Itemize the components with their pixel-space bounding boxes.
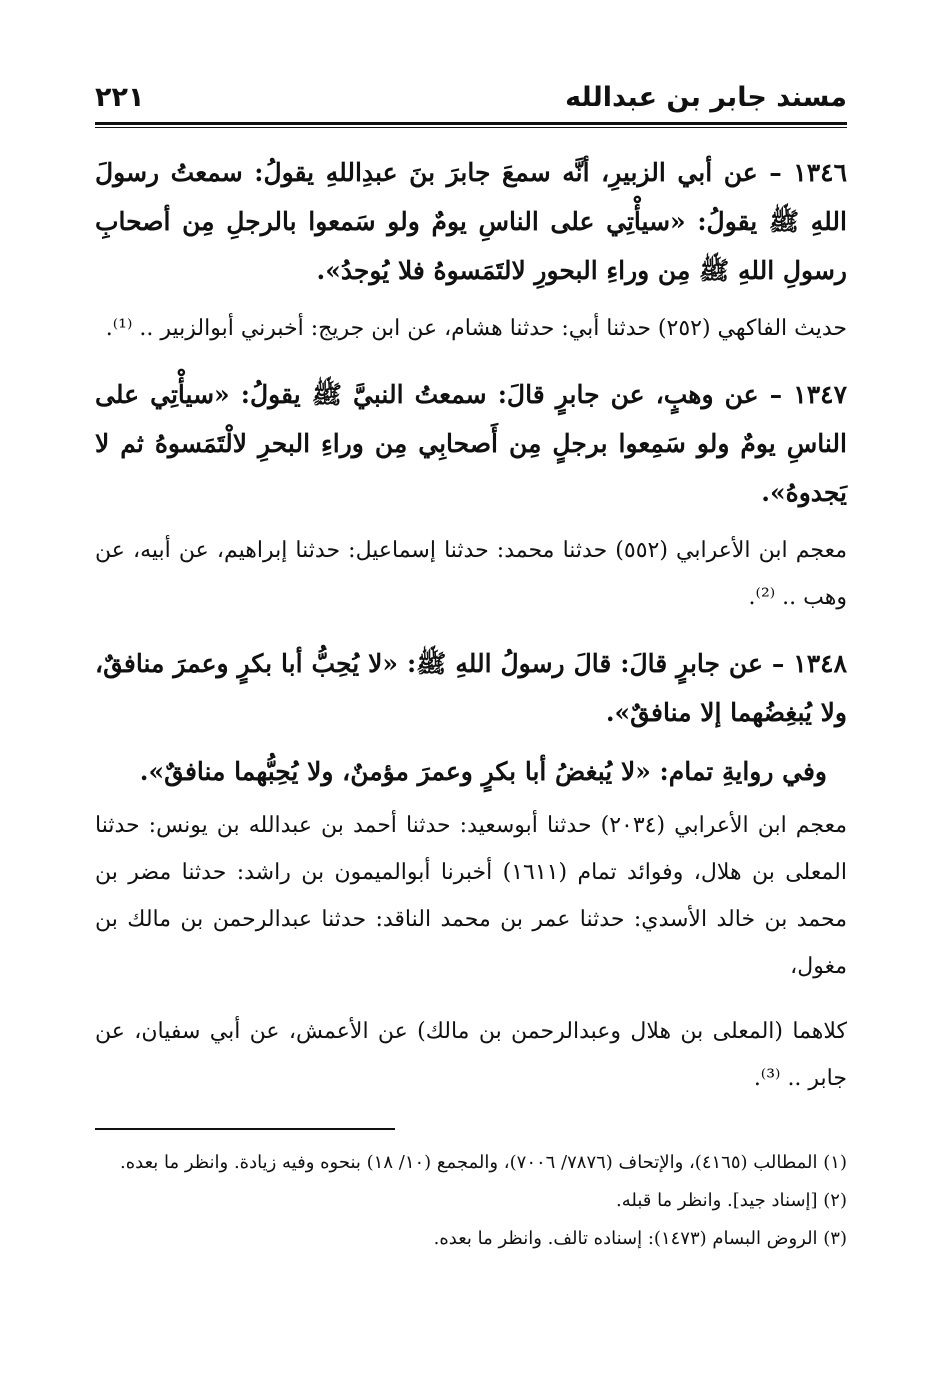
footnote-2: (٢) [إسناد جيد]. وانظر ما قبله. — [615, 1190, 847, 1211]
hadith-1346: ١٣٤٦ – عن أبي الزبيرِ، أنَّه سمعَ جابرَ بنَ عبدِاللهِ يقولُ: سمعتُ رسولَ اللهِ ﷺ يقولُ: «سيأْتِي على الناسِ يومٌ ولو سَمعوا بالرجلِ مِن أصحابِ رسولِ اللهِ ﷺ مِن وراءِ البحورِ لالتَمَسوهُ فلا يُوجدُ». — [95, 158, 847, 285]
source-1348: معجم ابن الأعرابي (٢٠٣٤) حدثنا أبوسعيد: حدثنا أحمد بن عبدالله بن يونس: حدثنا المعلى بن هلال، وفوائد تمام (١٦١١) أخبرنا أبوالميمون بن راشد: حدثنا مضر بن محمد بن خالد الأسدي: حدثنا عمر بن محمد الناقد: حدثنا عبدالرحمن بن مالك بن مغول، — [95, 813, 847, 979]
source-1348-combined: كلاهما (المعلى بن هلال وعبدالرحمن بن مالك) عن الأعمش، عن أبي سفيان، عن جابر .. ⁽³⁾. — [95, 1019, 847, 1091]
source-1347: معجم ابن الأعرابي (٥٥٢) حدثنا محمد: حدثنا إسماعيل: حدثنا إبراهيم، عن أبيه، عن وهب .. ⁽²⁾. — [95, 538, 847, 610]
page — [95, 80, 847, 1258]
running-head-title: مسند جابر بن عبدالله — [565, 82, 847, 113]
hadith-1348: ١٣٤٨ – عن جابرٍ قالَ: قالَ رسولُ اللهِ ﷺ: «لا يُحِبُّ أبا بكرٍ وعمرَ منافقٌ، ولا يُبغِضُهما إلا منافقٌ». — [95, 649, 847, 727]
source-1346: حديث الفاكهي (٢٥٢) حدثنا أبي: حدثنا هشام، عن ابن جريج: أخبرني أبوالزبير .. ⁽¹⁾. — [105, 316, 847, 341]
running-head — [95, 80, 847, 120]
hadith-1347: ١٣٤٧ – عن وهبٍ، عن جابرٍ قالَ: سمعتُ النبيَّ ﷺ يقولُ: «سيأْتِي على الناسِ يومٌ ولو سَمِعوا برجلٍ مِن أَصحابِي مِن وراءِ البحرِ لالْتَمَسوهُ ثم لا يَجدوهُ». — [95, 380, 847, 507]
riwaya-tamam: وفي روايةِ تمام: «لا يُبغضُ أبا بكرٍ وعمرَ مؤمنٌ، ولا يُحِبُّهما منافقٌ». — [139, 757, 827, 786]
footnote-separator — [95, 1128, 395, 1130]
page-body — [95, 120, 847, 1258]
header-rule — [95, 122, 847, 125]
footnote-1: (١) المطالب (٤١٦٥)، والإتحاف (٧٨٧٦/ ٧٠٠٦)، والمجمع (١٠/ ١٨) بنحوه وفيه زيادة. وانظر ما بعده. — [119, 1152, 847, 1173]
page-number: ٢٢١ — [95, 82, 145, 113]
header-rule-thin — [95, 127, 847, 128]
footnote-3: (٣) الروض البسام (١٤٧٣): إسناده تالف. وانظر ما بعده. — [433, 1228, 847, 1249]
